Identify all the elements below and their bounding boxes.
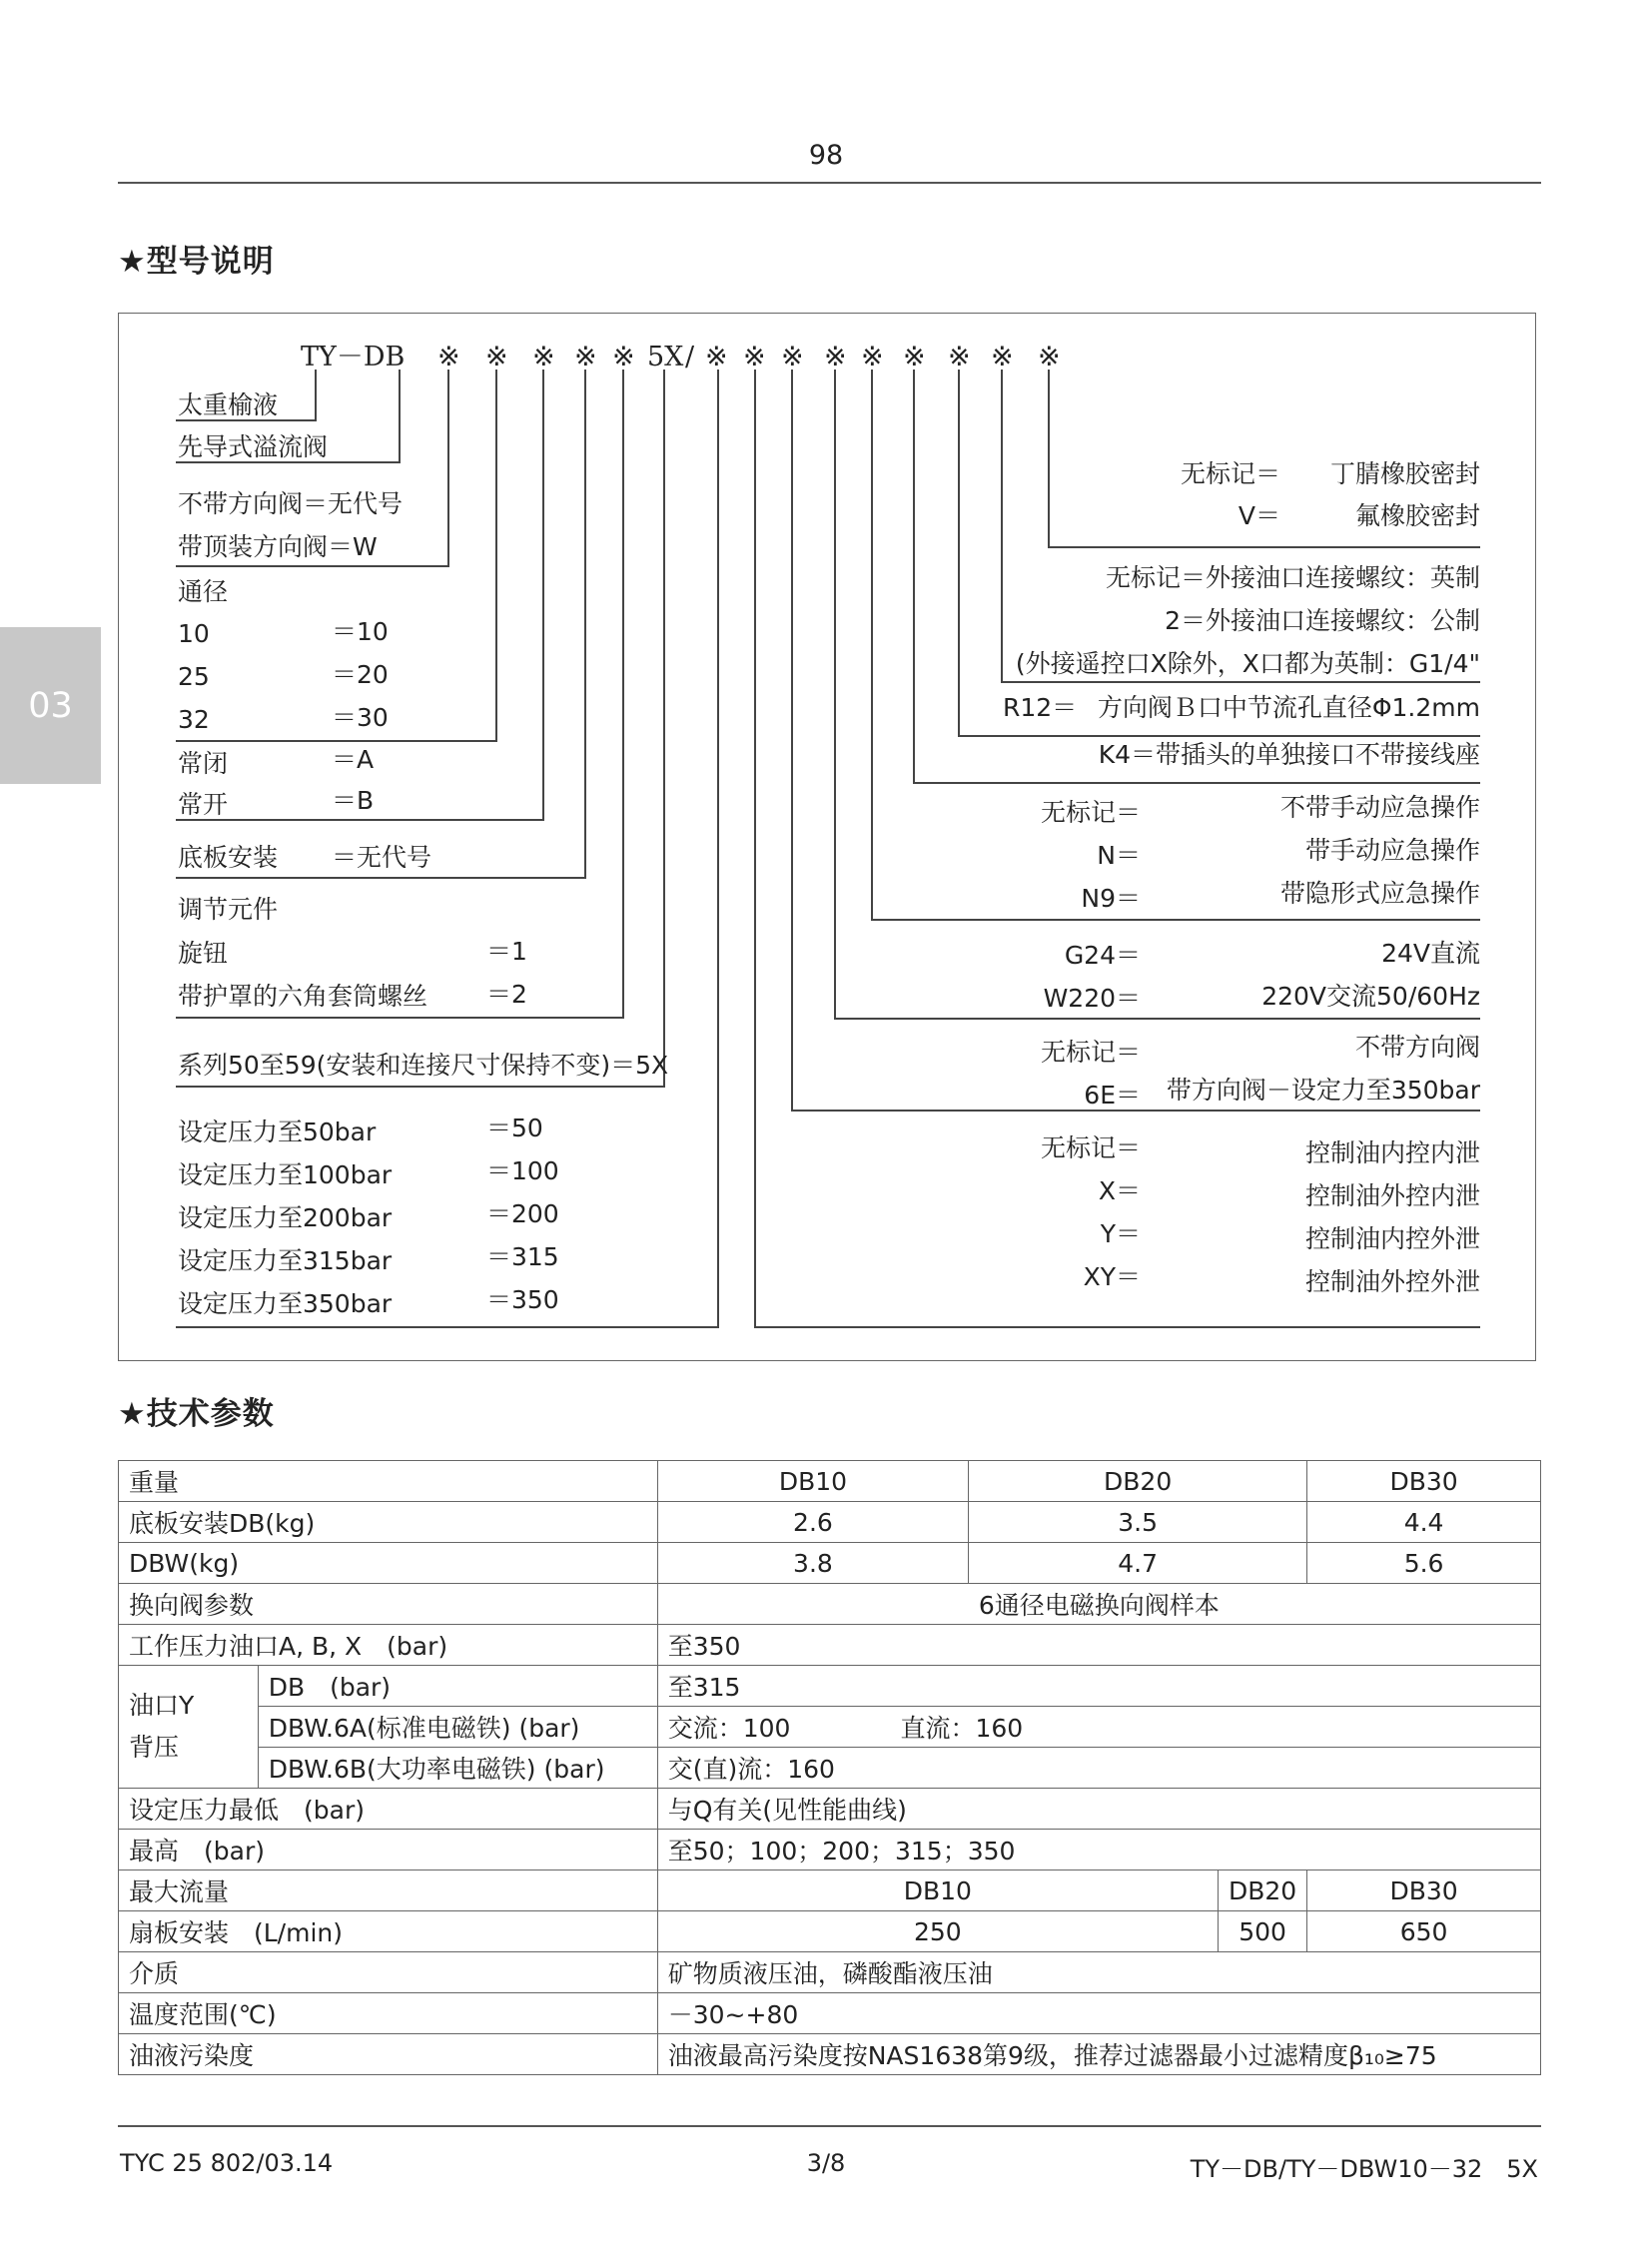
- pressure-max-label: 最高 (bar): [119, 1830, 658, 1870]
- seal-code: 无标记＝: [1180, 459, 1280, 488]
- plate-weight-value: 3.5: [969, 1502, 1307, 1543]
- voltage-code: W220＝: [1043, 984, 1141, 1013]
- adjust-value: ＝1: [486, 937, 527, 966]
- port-y-6a-dc: 直流：160: [900, 1714, 1024, 1743]
- manual-code: N9＝: [1081, 884, 1141, 913]
- footer-doc-number: TYC 25 802/03.14: [120, 2149, 334, 2177]
- table-row: [119, 1502, 1541, 1543]
- contamination-value: 油液最高污染度按NAS1638第9级，推荐过滤器最小过滤精度β₁₀≥75: [657, 2034, 1540, 2075]
- code-slash: /: [685, 342, 695, 373]
- plate-weight-label: 底板安装DB(kg): [119, 1502, 658, 1543]
- control-desc: 控制油外控外泄: [1304, 1267, 1480, 1296]
- code-symbol: ※: [991, 342, 1014, 373]
- no-label: 常开: [178, 790, 229, 819]
- port-y-6a-label: DBW.6A(标准电磁铁) (bar): [258, 1707, 657, 1748]
- code-symbol: ※: [1038, 342, 1061, 373]
- leader-series: [176, 370, 664, 1087]
- dir-param-value: 6通径电磁换向阀样本: [657, 1584, 1540, 1625]
- table-row: [119, 1666, 1541, 1707]
- code-symbol: ※: [612, 342, 635, 373]
- mount-label: 底板安装: [178, 843, 279, 872]
- manual-desc: 带手动应急操作: [1304, 836, 1480, 865]
- page-number: 98: [808, 140, 844, 171]
- table-row: [119, 1993, 1541, 2034]
- nc-label: 常闭: [178, 749, 229, 778]
- model-header: DB20: [969, 1461, 1307, 1502]
- flow-value: 250: [657, 1911, 1218, 1952]
- code-symbol: ※: [437, 342, 460, 373]
- code-symbol: ※: [824, 342, 847, 373]
- manual-code: N＝: [1097, 841, 1141, 870]
- flow-label: 最大流量: [119, 1870, 658, 1911]
- code-symbol: ※: [743, 342, 766, 373]
- section-title-tech-params: ★技术参数: [118, 1396, 275, 1432]
- port-y-6a-value: [657, 1707, 1540, 1748]
- footer-product: TY－DB/TY－DBW10－32 5X: [1190, 2155, 1538, 2183]
- port-y-6b-value: 交(直)流：160: [657, 1748, 1540, 1789]
- voltage-code: G24＝: [1064, 941, 1141, 970]
- table-row: [119, 1870, 1541, 1911]
- no-value: ＝B: [332, 786, 375, 815]
- pressure-min-label: 设定压力最低 (bar): [119, 1789, 658, 1830]
- model-header: DB30: [1307, 1461, 1541, 1502]
- seal-desc: 氟橡胶密封: [1354, 501, 1480, 530]
- pressure-value: ＝315: [486, 1242, 559, 1271]
- mount-value: ＝无代号: [332, 843, 432, 872]
- flow-value: 650: [1307, 1911, 1541, 1952]
- pressure-label: 设定压力至200bar: [178, 1203, 393, 1232]
- size-value: ＝10: [332, 617, 389, 646]
- code-symbol: ※: [781, 342, 804, 373]
- pressure-value: ＝100: [486, 1156, 559, 1185]
- code-symbol: ※: [532, 342, 555, 373]
- adjust-title: 调节元件: [178, 895, 279, 924]
- control-code: X＝: [1098, 1176, 1141, 1205]
- pressure-label: 设定压力至50bar: [178, 1118, 377, 1146]
- nc-value: ＝A: [332, 745, 375, 774]
- control-code: 无标记＝: [1040, 1133, 1141, 1162]
- pressure-label: 设定压力至100bar: [178, 1160, 393, 1189]
- dirvalve-code: 6E＝: [1084, 1081, 1141, 1110]
- table-row: [119, 1707, 1541, 1748]
- type-label: 先导式溢流阀: [178, 432, 329, 461]
- dbw-weight-value: 5.6: [1307, 1543, 1541, 1584]
- table-row: [119, 1830, 1541, 1870]
- seal-desc: 丁腈橡胶密封: [1329, 459, 1480, 488]
- flow-plate-label: 扇板安装 (L/min): [119, 1911, 658, 1952]
- table-row: [119, 1952, 1541, 1993]
- table-row: [119, 1584, 1541, 1625]
- table-row: [119, 1911, 1541, 1952]
- footer-rule: [118, 2125, 1541, 2127]
- control-desc: 控制油内控外泄: [1304, 1224, 1480, 1253]
- medium-label: 介质: [119, 1952, 658, 1993]
- pressure-value: ＝350: [486, 1285, 559, 1314]
- plate-weight-value: 2.6: [657, 1502, 968, 1543]
- voltage-desc: 220V交流50/60Hz: [1261, 982, 1480, 1011]
- dir-none-label: 不带方向阀＝无代号: [178, 489, 404, 518]
- manual-desc: 带隐形式应急操作: [1279, 879, 1480, 908]
- temp-label: 温度范围(℃): [119, 1993, 658, 2034]
- temp-value: －30~+80: [657, 1993, 1540, 2034]
- r12-desc: 方向阀Ｂ口中节流孔直径Φ1.2mm: [1097, 693, 1480, 722]
- dbw-weight-label: DBW(kg): [119, 1543, 658, 1584]
- thread-metric: 2＝外接油口连接螺纹：公制: [1165, 606, 1480, 635]
- table-row: [119, 1748, 1541, 1789]
- control-desc: 控制油外控内泄: [1304, 1181, 1480, 1210]
- thread-note: (外接遥控口X除外，X口都为英制：G1/4": [1015, 649, 1480, 678]
- k4-desc: K4＝带插头的单独接口不带接线座: [1098, 740, 1480, 769]
- code-symbol: ※: [948, 342, 971, 373]
- dirvalve-desc: 不带方向阀: [1354, 1033, 1480, 1062]
- dirvalve-code: 无标记＝: [1040, 1038, 1141, 1067]
- manual-desc: 不带手动应急操作: [1279, 793, 1480, 822]
- code-symbol: ※: [485, 342, 508, 373]
- control-code: XY＝: [1083, 1262, 1141, 1291]
- weight-label: 重量: [119, 1461, 658, 1502]
- dbw-weight-value: 3.8: [657, 1543, 968, 1584]
- model-header: DB10: [657, 1461, 968, 1502]
- section-title-model-code: ★型号说明: [118, 244, 275, 280]
- control-desc: 控制油内控内泄: [1304, 1138, 1480, 1167]
- adjust-value: ＝2: [486, 980, 527, 1009]
- port-y-label: 油口Y 背压: [119, 1666, 259, 1789]
- brand-label: 太重榆液: [178, 390, 279, 419]
- code-symbol: ※: [903, 342, 926, 373]
- control-code: Y＝: [1100, 1219, 1141, 1248]
- pressure-max-value: 至50；100；200；315；350: [657, 1830, 1540, 1870]
- port-y-6b-label: DBW.6B(大功率电磁铁) (bar): [258, 1748, 657, 1789]
- footer-page-count: 3/8: [806, 2149, 846, 2177]
- port-y-db-label: DB (bar): [258, 1666, 657, 1707]
- leader-r12: [959, 370, 1480, 736]
- r12-code: R12＝: [1003, 693, 1078, 722]
- flow-model-header: DB30: [1307, 1870, 1541, 1911]
- work-pressure-label: 工作压力油口A, B, X (bar): [119, 1625, 658, 1666]
- flow-model-header: DB20: [1218, 1870, 1306, 1911]
- code-series: 5X: [647, 342, 684, 373]
- pressure-value: ＝200: [486, 1199, 559, 1228]
- dbw-weight-value: 4.7: [969, 1543, 1307, 1584]
- table-row: [119, 1625, 1541, 1666]
- flow-model-header: DB10: [657, 1870, 1218, 1911]
- adjust-label: 旋钮: [178, 939, 229, 968]
- pressure-value: ＝50: [486, 1114, 543, 1142]
- port-y-db-value: 至315: [657, 1666, 1540, 1707]
- pressure-min-value: 与Q有关(见性能曲线): [657, 1789, 1540, 1830]
- series-label: 系列50至59(安装和连接尺寸保持不变)＝5X: [178, 1051, 669, 1080]
- dir-w-label: 带顶装方向阀＝W: [178, 532, 378, 561]
- table-row: [119, 1543, 1541, 1584]
- chapter-tab-label: 03: [28, 685, 73, 726]
- adjust-label: 带护罩的六角套筒螺丝: [178, 982, 428, 1011]
- dirvalve-desc: 带方向阀－设定力至350bar: [1166, 1076, 1480, 1105]
- manual-code: 无标记＝: [1040, 798, 1141, 827]
- pressure-label: 设定压力至350bar: [178, 1289, 393, 1318]
- dir-param-label: 换向阀参数: [119, 1584, 658, 1625]
- size-value: ＝20: [332, 660, 389, 689]
- tech-params-table: [118, 1460, 1541, 2075]
- size-code: 10: [178, 619, 210, 648]
- port-y-6a-ac: 交流：100: [667, 1714, 791, 1743]
- work-pressure-value: 至350: [657, 1625, 1540, 1666]
- flow-value: 500: [1218, 1911, 1306, 1952]
- size-title: 通径: [178, 577, 229, 606]
- pressure-label: 设定压力至315bar: [178, 1246, 393, 1275]
- thread-imperial: 无标记＝外接油口连接螺纹：英制: [1105, 563, 1480, 592]
- contamination-label: 油液污染度: [119, 2034, 658, 2075]
- table-row: [119, 1789, 1541, 1830]
- code-symbol: ※: [574, 342, 597, 373]
- voltage-desc: 24V直流: [1381, 939, 1480, 968]
- code-prefix: TY－DB: [301, 342, 406, 373]
- code-symbol: ※: [861, 342, 884, 373]
- seal-code: V＝: [1238, 501, 1280, 530]
- code-symbol: ※: [705, 342, 728, 373]
- medium-value: 矿物质液压油，磷酸酯液压油: [657, 1952, 1540, 1993]
- table-row: [119, 1461, 1541, 1502]
- size-code: 25: [178, 662, 210, 691]
- size-code: 32: [178, 705, 210, 734]
- plate-weight-value: 4.4: [1307, 1502, 1541, 1543]
- size-value: ＝30: [332, 703, 389, 732]
- table-row: [119, 2034, 1541, 2075]
